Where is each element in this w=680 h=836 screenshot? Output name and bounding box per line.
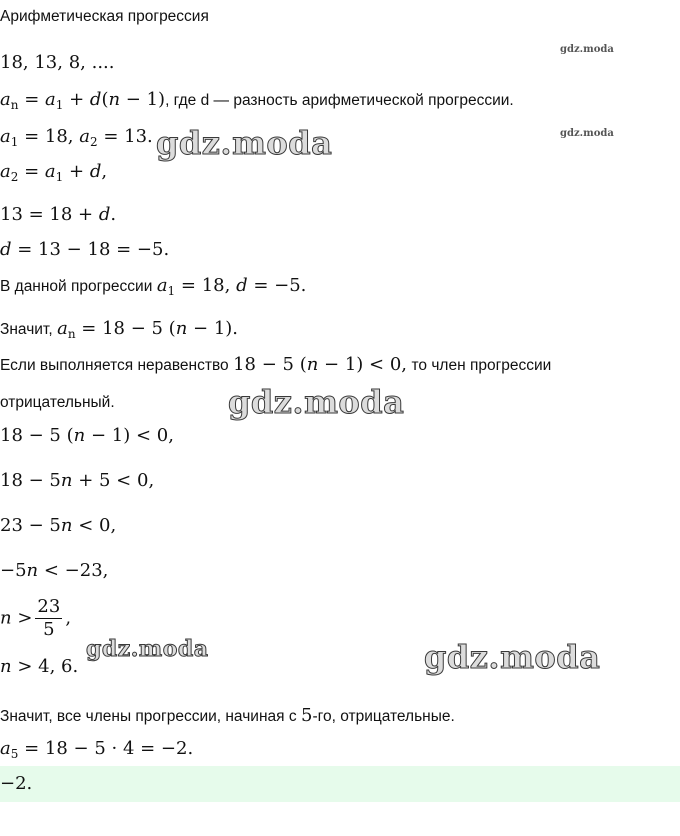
ineq-5-lhs: n > <box>0 607 33 629</box>
given-line: $a_1 = 18$, $a_2 = 13$. <box>0 126 153 149</box>
step-d-line: d = 13 − 18 = −5. <box>0 239 170 260</box>
fraction-denominator: 5 <box>43 619 55 640</box>
if-text-2: то член прогрессии <box>411 357 552 374</box>
answer-highlight <box>0 766 680 802</box>
fraction <box>35 596 62 641</box>
if-text-1: Если выполняется неравенство <box>0 357 229 374</box>
answer-value: −2. <box>0 773 33 794</box>
conclusion-text: Значит, все члены прогрессии, начиная с <box>0 708 297 725</box>
ineq-4-line: −5n < −23, <box>0 560 109 581</box>
watermark-small: gdz.moda <box>560 44 614 55</box>
in-progression-line <box>0 275 306 296</box>
in-progression-math: $a_1 = 18$, d = −5. <box>156 275 307 298</box>
if-math: 18 − 5 (n − 1) < 0, <box>233 354 408 375</box>
means-line <box>0 318 238 339</box>
conclusion-num: 5 <box>301 705 313 726</box>
negative-line: отрицательный. <box>0 394 115 411</box>
watermark-large: gdz.moda <box>86 636 209 662</box>
step-a2-line: $a_2 = a_1 + d$, <box>0 161 108 184</box>
ineq-3-line: 23 − 5n < 0, <box>0 515 117 536</box>
watermark-large: gdz.moda <box>424 638 601 676</box>
watermark-large: gdz.moda <box>156 124 333 162</box>
fraction-numerator: 23 <box>37 596 61 617</box>
conclusion-end: -го, отрицательные. <box>312 708 455 725</box>
formula-line <box>0 89 514 110</box>
watermark-small: gdz.moda <box>560 128 614 139</box>
ineq-1-line: 18 − 5 (n − 1) < 0, <box>0 425 174 446</box>
conclusion-line <box>0 705 455 726</box>
page-title: Арифметическая прогрессия <box>0 8 209 25</box>
ineq-5-line <box>0 596 71 641</box>
ineq-2-line: 18 − 5n + 5 < 0, <box>0 470 155 491</box>
in-progression-text: В данной прогрессии <box>0 278 153 295</box>
if-line <box>0 354 551 375</box>
sequence-line: 18, 13, 8, .... <box>0 52 115 73</box>
watermark-large: gdz.moda <box>228 383 405 421</box>
formula-text: , где d — разность арифметической прогрессии. <box>165 92 514 109</box>
step-13-line: 13 = 18 + d. <box>0 204 117 225</box>
means-text: Значит, <box>0 321 53 338</box>
means-math: $a_n = 18 - 5$ (n − 1). <box>57 318 239 341</box>
a5-line: $a_5 = 18 - 5 \cdot 4 = -2$. <box>0 738 194 761</box>
ineq-5-end: , <box>65 607 72 629</box>
ineq-6-line: n > 4, 6. <box>0 656 79 677</box>
formula-math: $a_n = a_1 + d(n - 1)$ <box>0 89 166 112</box>
